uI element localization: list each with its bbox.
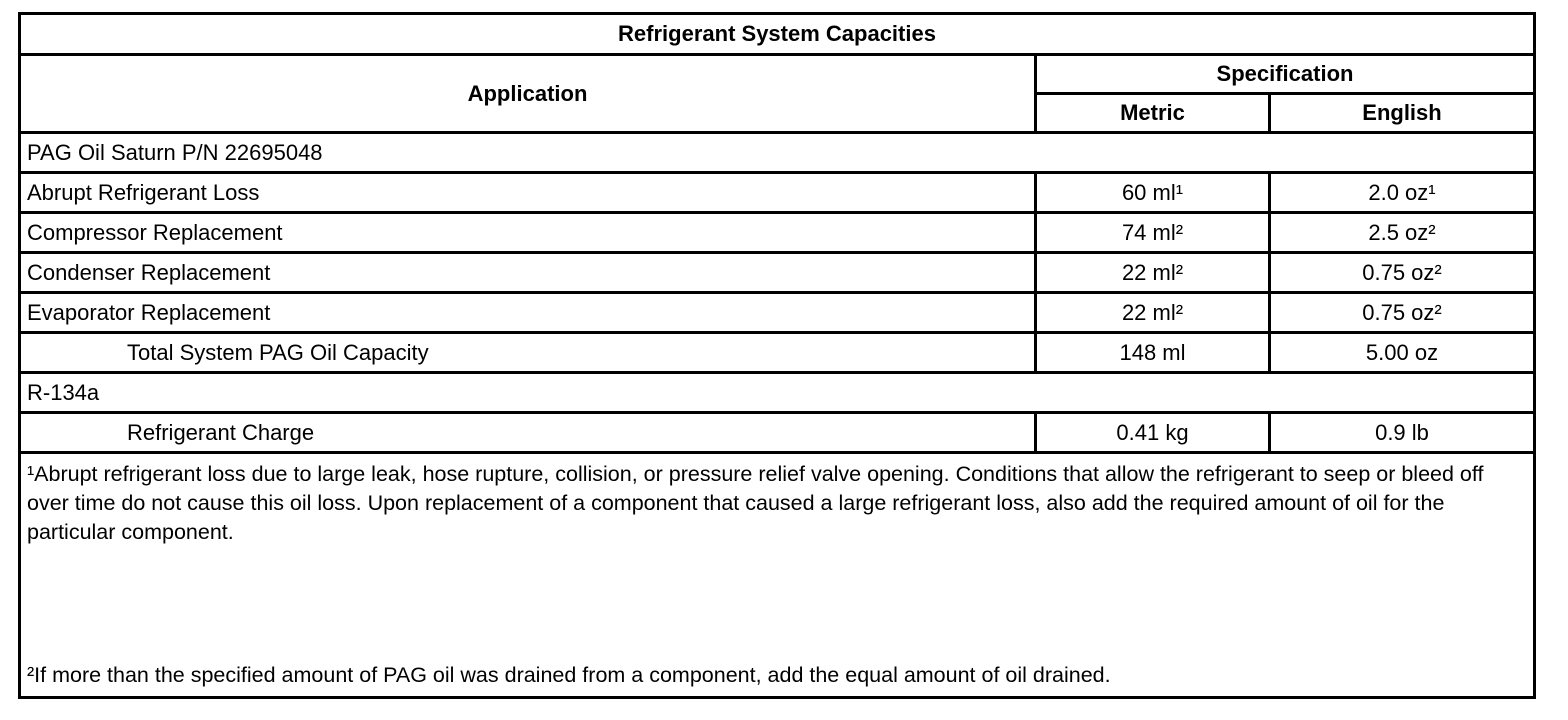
english-cell: 2.0 oz¹ xyxy=(1270,173,1535,213)
table-title: Refrigerant System Capacities xyxy=(20,14,1535,55)
notes-cell xyxy=(20,453,1535,698)
specification-header: Specification xyxy=(1036,55,1535,94)
notes-row xyxy=(20,453,1535,698)
application-cell: Compressor Replacement xyxy=(20,213,1036,253)
english-cell: 0.75 oz² xyxy=(1270,253,1535,293)
application-cell: Abrupt Refrigerant Loss xyxy=(20,173,1036,213)
footnote-1: ¹Abrupt refrigerant loss due to large leak, hose rupture, collision, or pressure relief valve opening. Conditions that allow the refrigerant to seep or bleed off over time do not cause this oil loss. Upon replacement of a component that caused a large refrigerant loss, also add the required amount of oil for the particular component. xyxy=(27,462,1484,544)
capacities-document xyxy=(18,12,1533,704)
application-header: Application xyxy=(20,55,1036,133)
application-cell: Condenser Replacement xyxy=(20,253,1036,293)
english-cell: 0.75 oz² xyxy=(1270,293,1535,333)
table-row xyxy=(20,213,1535,253)
table-row xyxy=(20,293,1535,333)
english-cell: 5.00 oz xyxy=(1270,333,1535,373)
header-row-1 xyxy=(20,55,1535,94)
table-row xyxy=(20,413,1535,453)
application-cell: Evaporator Replacement xyxy=(20,293,1036,333)
metric-cell: 148 ml xyxy=(1036,333,1270,373)
metric-cell: 74 ml² xyxy=(1036,213,1270,253)
table-row xyxy=(20,253,1535,293)
total-row xyxy=(20,333,1535,373)
english-cell: 0.9 lb xyxy=(1270,413,1535,453)
english-cell: 2.5 oz² xyxy=(1270,213,1535,253)
section-label: PAG Oil Saturn P/N 22695048 xyxy=(20,133,1535,173)
metric-cell: 22 ml² xyxy=(1036,253,1270,293)
title-row xyxy=(20,14,1535,55)
metric-cell: 0.41 kg xyxy=(1036,413,1270,453)
metric-cell: 60 ml¹ xyxy=(1036,173,1270,213)
metric-cell: 22 ml² xyxy=(1036,293,1270,333)
metric-header: Metric xyxy=(1036,94,1270,133)
table-row xyxy=(20,173,1535,213)
section-row-r134a xyxy=(20,373,1535,413)
application-cell: Refrigerant Charge xyxy=(20,413,1036,453)
section-label: R-134a xyxy=(20,373,1535,413)
footnote-2: ²If more than the specified amount of PAG oil was drained from a component, add the equal amount of oil drained. xyxy=(27,663,1111,687)
capacities-table xyxy=(18,12,1536,699)
application-cell: Total System PAG Oil Capacity xyxy=(20,333,1036,373)
section-row-pag-oil xyxy=(20,133,1535,173)
english-header: English xyxy=(1270,94,1535,133)
